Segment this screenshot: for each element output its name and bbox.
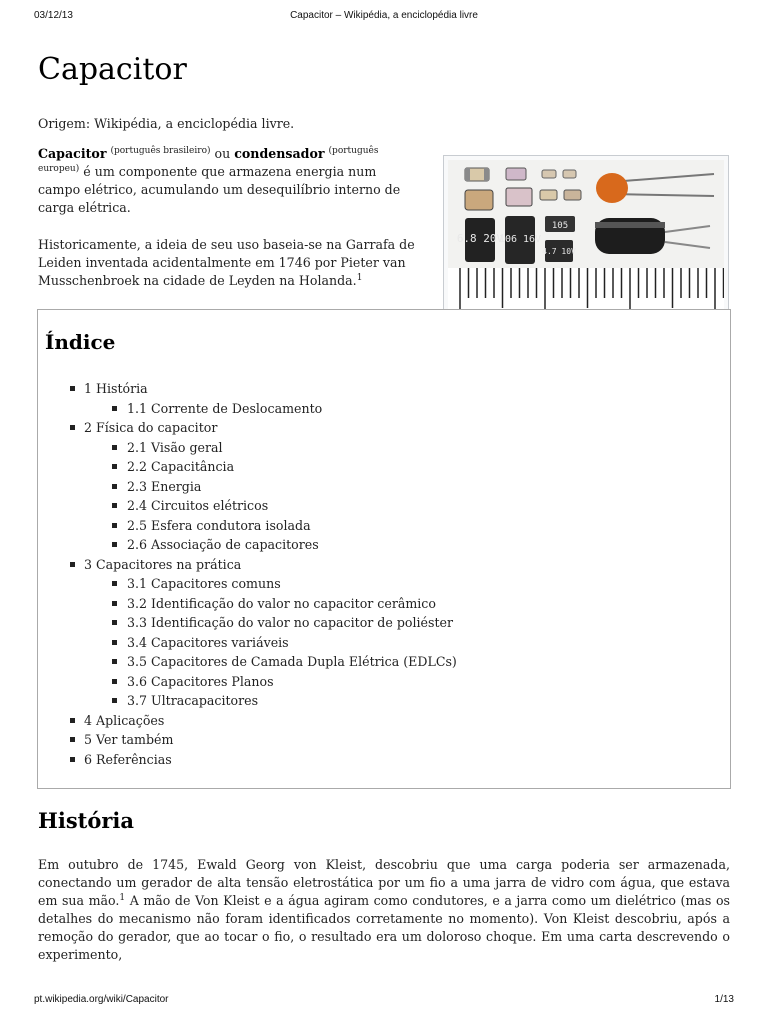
bullet-icon [112, 464, 117, 469]
toc-item[interactable] [38, 613, 457, 633]
bullet-icon [112, 601, 117, 606]
label-4-7-10v: 4.7 10V [542, 247, 576, 256]
toc-item[interactable] [38, 574, 457, 594]
history-reference-link[interactable]: 1 [119, 892, 126, 903]
toc-item[interactable] [38, 555, 457, 575]
bullet-icon [70, 757, 75, 762]
bullet-icon [112, 581, 117, 586]
bullet-icon [70, 562, 75, 567]
toc-item-label[interactable]: 1.1 Corrente de Deslocamento [127, 400, 323, 416]
toc-item-label[interactable]: 2.6 Associação de capacitores [127, 537, 319, 552]
toc-item-label[interactable]: 6 Referências [84, 751, 172, 767]
toc-item[interactable] [38, 652, 457, 672]
toc-item-label[interactable]: 3.1 Capacitores comuns [127, 576, 281, 591]
toc-item[interactable] [38, 711, 457, 731]
toc-item-label[interactable]: 2.3 Energia [127, 478, 202, 494]
history-paragraph [38, 856, 730, 964]
toc-item-label[interactable]: 3.7 Ultracapacitores [127, 693, 259, 708]
label-106-16v: 106 16V [498, 234, 542, 245]
bullet-icon [112, 523, 117, 528]
bullet-icon [112, 542, 117, 547]
toc-item-label[interactable]: 3.3 Identificação do valor no capacitor de poliéster [127, 615, 453, 630]
bullet-icon [112, 406, 117, 411]
bullet-icon [70, 737, 75, 742]
history-text-part2: A mão de Von Kleist e a água agiram como condutores, e a jarra como um dielétrico (mas os detalhes do mecanismo não foram identificados corretamente no momento). Von Kleist descobriu, após a remoção do gerador, que ao tocar o fio, o resultado era um doloroso choque. Em uma carta descrevendo o experimento, [38, 893, 730, 962]
print-page-title: Capacitor – Wikipédia, a enciclopédia livre [290, 10, 478, 21]
toc-item[interactable] [38, 399, 457, 419]
toc-item[interactable] [38, 496, 457, 516]
history-intro-text: Historicamente, a ideia de seu uso baseia-se na Garrafa de Leiden inventada acidentalmente em 1746 por Pieter van Musschenbroek na cidade de Leyden na Holanda. [38, 237, 415, 288]
history-text-part1: Em outubro de 1745, Ewald Georg von Kleist, descobriu que uma carga poderia ser armazenada, conectando um gerador de alta tensão eletrostática por um fio a uma jarra de vidro com água, que estava em sua mão. [38, 857, 730, 908]
bullet-icon [112, 620, 117, 625]
print-url: pt.wikipedia.org/wiki/Capacitor [34, 994, 169, 1005]
toc-item[interactable] [38, 633, 457, 653]
toc-list [38, 379, 457, 769]
toc-item-label[interactable]: 3.4 Capacitores variáveis [127, 634, 289, 650]
toc-item[interactable] [38, 750, 457, 770]
toc-title: Índice [45, 330, 116, 354]
toc-item[interactable] [38, 594, 457, 614]
toc-item[interactable] [38, 379, 457, 399]
table-of-contents [37, 309, 731, 789]
toc-item-label[interactable]: 2 Física do capacitor [84, 420, 218, 435]
toc-item-label[interactable]: 1 História [84, 381, 148, 396]
toc-item[interactable] [38, 477, 457, 497]
toc-item-label[interactable]: 5 Ver também [84, 732, 174, 747]
bullet-icon [112, 503, 117, 508]
article-title: Capacitor [38, 52, 187, 87]
term-capacitor[interactable]: Capacitor [38, 146, 107, 161]
toc-item-label[interactable]: 3.5 Capacitores de Camada Dupla Elétrica (EDLCs) [127, 654, 457, 669]
toc-item[interactable] [38, 457, 457, 477]
toc-item-label[interactable]: 4 Aplicações [84, 712, 165, 728]
toc-item-label[interactable]: 2.5 Esfera condutora isolada [127, 517, 311, 533]
origin-line: Origem: Wikipédia, a enciclopédia livre. [38, 116, 295, 131]
reference-link[interactable]: 1 [356, 272, 363, 283]
term-capacitor-note[interactable]: (português brasileiro) [110, 145, 211, 156]
toc-item-label[interactable]: 2.1 Visão geral [127, 439, 223, 455]
toc-item[interactable] [38, 691, 457, 711]
term-condensador-note[interactable]: (português europeu) [38, 145, 379, 174]
intro-paragraph [38, 145, 422, 217]
label-6-8-20v: 6.8 20V [456, 232, 504, 245]
term-condensador[interactable]: condensador [234, 146, 325, 161]
toc-item[interactable] [38, 438, 457, 458]
toc-item-label[interactable]: 3.2 Identificação do valor no capacitor cerâmico [127, 595, 436, 611]
bullet-icon [112, 484, 117, 489]
toc-item[interactable] [38, 672, 457, 692]
intro-rest: é um componente que armazena energia num campo elétrico, acumulando um desequilíbrio interno de carga elétrica. [38, 164, 401, 215]
bullet-icon [70, 425, 75, 430]
toc-item[interactable] [38, 730, 457, 750]
toc-item-label[interactable]: 3.6 Capacitores Planos [127, 673, 274, 689]
toc-item-label[interactable]: 2.2 Capacitância [127, 459, 235, 474]
intro-or: ou [214, 146, 231, 161]
toc-item-label[interactable]: 3 Capacitores na prática [84, 556, 242, 572]
bullet-icon [112, 698, 117, 703]
print-page-number: 1/13 [714, 994, 734, 1005]
toc-item-label[interactable]: 2.4 Circuitos elétricos [127, 498, 269, 513]
bullet-icon [112, 640, 117, 645]
label-105: 105 [551, 221, 569, 231]
section-heading-historia: História [38, 808, 134, 833]
bullet-icon [70, 386, 75, 391]
bullet-icon [112, 445, 117, 450]
toc-item[interactable] [38, 516, 457, 536]
history-intro-paragraph [38, 236, 428, 290]
bullet-icon [112, 659, 117, 664]
toc-item[interactable] [38, 418, 457, 438]
print-date: 03/12/13 [34, 10, 73, 21]
bullet-icon [70, 718, 75, 723]
toc-item[interactable] [38, 535, 457, 555]
bullet-icon [112, 679, 117, 684]
